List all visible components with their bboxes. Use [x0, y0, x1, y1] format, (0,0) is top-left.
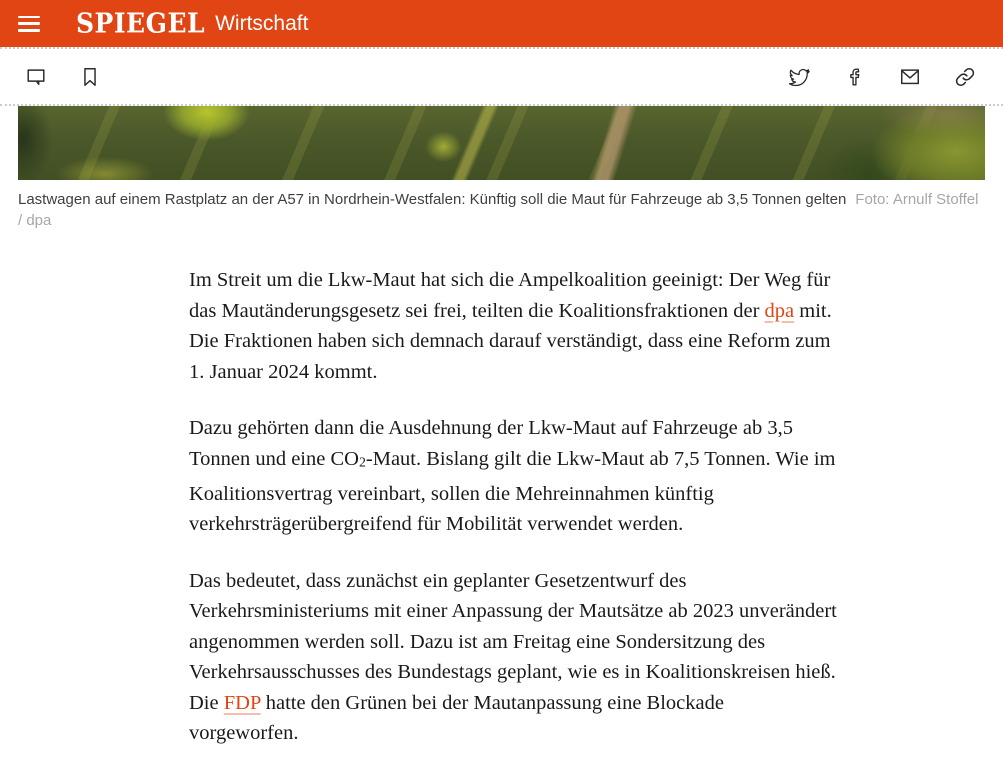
share-email-button[interactable] [898, 65, 922, 89]
article-toolbar [0, 47, 1003, 106]
article-paragraph: Im Streit um die Lkw-Maut hat sich die Ampelkoalition geeinigt: Der Weg für das Mautänderungsgesetz sei frei, teilten die Koalitionsfraktionen der dpa mit. Die Fraktionen haben sich demnach darauf verständigt, dass eine Reform zum 1. Januar 2024 kommt. [189, 269, 832, 383]
share-facebook-button[interactable] [843, 65, 867, 89]
article-body [189, 265, 837, 749]
spiegel-logo[interactable]: SPIEGEL [76, 7, 206, 40]
toolbar-right-group [788, 65, 977, 89]
facebook-icon [844, 66, 866, 88]
twitter-icon [789, 66, 811, 88]
section-title[interactable]: Wirtschaft [215, 11, 309, 35]
comments-button[interactable] [24, 65, 48, 89]
copy-link-button[interactable] [953, 65, 977, 89]
comments-icon [25, 66, 47, 88]
article-hero-image [18, 106, 985, 180]
toolbar-left-group [24, 65, 102, 89]
bookmark-icon [79, 66, 101, 88]
photo-credit: Foto: Arnulf Stoffel / dpa [18, 191, 979, 229]
caption-text: Lastwagen auf einem Rastplatz an der A57 in Nordrhein-Westfalen: Künftig soll die Maut für Fahrzeuge ab 3,5 Tonnen gelten [18, 191, 847, 208]
email-icon [899, 66, 921, 88]
bookmark-button[interactable] [78, 65, 102, 89]
article-paragraph: Dazu gehörten dann die Ausdehnung der Lkw-Maut auf Fahrzeuge ab 3,5 Tonnen und eine CO2-Maut. Bislang gilt die Lkw-Maut ab 7,5 Tonnen. Wie im Koalitionsvertrag vereinbart, sollen die Mehreinnahmen künftig verkehrsträgerübergreifend für Mobilität verwendet werden. [189, 417, 836, 536]
site-header [0, 0, 1003, 47]
article-paragraph: Das bedeutet, dass zunächst ein geplanter Gesetzentwurf des Verkehrsministeriums mit einer Anpassung der Mautsätze ab 2023 unverändert angenommen werden soll. Dazu ist am Freitag eine Sondersitzung des Verkehrsausschusses des Bundestags geplant, wie es in Koalitionskreisen hieß. Die FDP hatte den Grünen bei der Mautanpassung eine Blockade vorgeworfen. [189, 569, 837, 745]
link-share-icon [954, 66, 976, 88]
hamburger-menu-icon[interactable] [18, 16, 40, 32]
share-twitter-button[interactable] [788, 65, 812, 89]
inline-link[interactable]: FDP [223, 691, 261, 714]
inline-link[interactable]: dpa [764, 299, 795, 322]
subscript-text: 2 [358, 455, 366, 471]
image-caption [18, 189, 985, 231]
